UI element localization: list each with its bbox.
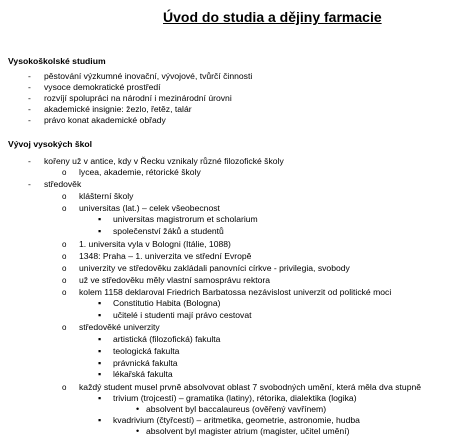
circle-bullet <box>62 191 66 202</box>
dash-bullet <box>28 179 31 189</box>
circle-bullet <box>62 239 66 250</box>
square-bullet <box>98 334 101 344</box>
dot-bullet <box>136 404 139 414</box>
list-item: už ve středověku měly vlastní samosprávu rektora <box>79 275 271 285</box>
list-item: právnická fakulta <box>113 358 178 368</box>
dash-bullet <box>28 104 31 114</box>
circle-bullet <box>62 322 66 333</box>
list-item: trivium (trojcestí) – gramatika (latiny), rétorika, dialektika (logika) <box>113 393 357 403</box>
list-item: pěstování výzkumné inovační, vývojové, tvůrčí činnosti <box>44 71 253 81</box>
dash-bullet <box>28 93 31 103</box>
list-item: teologická fakulta <box>113 346 180 356</box>
list-item: každý student musel prvně absolvovat oblast 7 svobodných umění, která měla dva stupně <box>79 382 422 392</box>
list-item: kořeny už v antice, kdy v Řecku vznikaly různé filozofické školy <box>44 156 284 166</box>
circle-bullet <box>62 287 66 298</box>
circle-bullet <box>62 251 66 262</box>
list-item: Constitutio Habita (Bologna) <box>113 298 221 308</box>
list-item: středověk <box>44 179 82 189</box>
list-item: středověké univerzity <box>79 322 160 332</box>
list-item: klášterní školy <box>79 191 134 201</box>
dash-bullet <box>28 71 31 81</box>
square-bullet <box>98 369 101 379</box>
list-item: absolvent byl magister atrium (magister, učitel umění) <box>146 426 350 436</box>
section-heading-vyvoj: Vývoj vysokých škol <box>8 139 93 149</box>
section-heading-studium: Vysokoškolské studium <box>8 56 106 66</box>
circle-bullet <box>62 203 66 214</box>
square-bullet <box>98 415 101 425</box>
list-item: akademické insignie: žezlo, řetěz, talár <box>44 104 192 114</box>
circle-bullet <box>62 382 66 393</box>
square-bullet <box>98 310 101 320</box>
list-item: kvadrivium (čtyřcestí) – aritmetika, geometrie, astronomie, hudba <box>113 415 360 425</box>
square-bullet <box>98 298 101 308</box>
list-item: absolvent byl baccalaureus (ověřený vavřínem) <box>146 404 327 414</box>
list-item: vysoce demokratické prostředí <box>44 82 161 92</box>
list-item: učitelé i studenti mají právo cestovat <box>113 310 252 320</box>
list-item: 1. universita vyla v Bologni (Itálie, 1088) <box>79 239 231 249</box>
list-item: universitas (lat.) – celek všeobecnost <box>79 203 220 213</box>
list-item: kolem 1158 deklaroval Friedrich Barbatossa nezávislost univerzit od politické moci <box>79 287 392 297</box>
list-item: universitas magistrorum et scholarium <box>113 214 258 224</box>
dash-bullet <box>28 115 31 125</box>
square-bullet <box>98 214 101 224</box>
square-bullet <box>98 358 101 368</box>
list-item: společenství žáků a studentů <box>113 226 224 236</box>
list-item: univerzity ve středověku zakládali panovníci církve - privilegia, svobody <box>79 263 350 273</box>
circle-bullet <box>62 263 66 274</box>
dash-bullet <box>28 156 31 166</box>
square-bullet <box>98 226 101 236</box>
circle-bullet <box>62 275 66 286</box>
dot-bullet <box>136 426 139 436</box>
list-item: lékařská fakulta <box>113 369 173 379</box>
square-bullet <box>98 393 101 403</box>
list-item: rozvíjí spolupráci na národní i mezinárodní úrovni <box>44 93 232 103</box>
circle-bullet <box>62 167 66 178</box>
list-item: 1348: Praha – 1. univerzita ve střední Evropě <box>79 251 252 261</box>
list-item: lycea, akademie, rétorické školy <box>79 167 201 177</box>
square-bullet <box>98 346 101 356</box>
dash-bullet <box>28 82 31 92</box>
list-item: artistická (filozofická) fakulta <box>113 334 221 344</box>
list-item: právo konat akademické obřady <box>44 115 166 125</box>
document-title: Úvod do studia a dějiny farmacie <box>163 9 382 25</box>
